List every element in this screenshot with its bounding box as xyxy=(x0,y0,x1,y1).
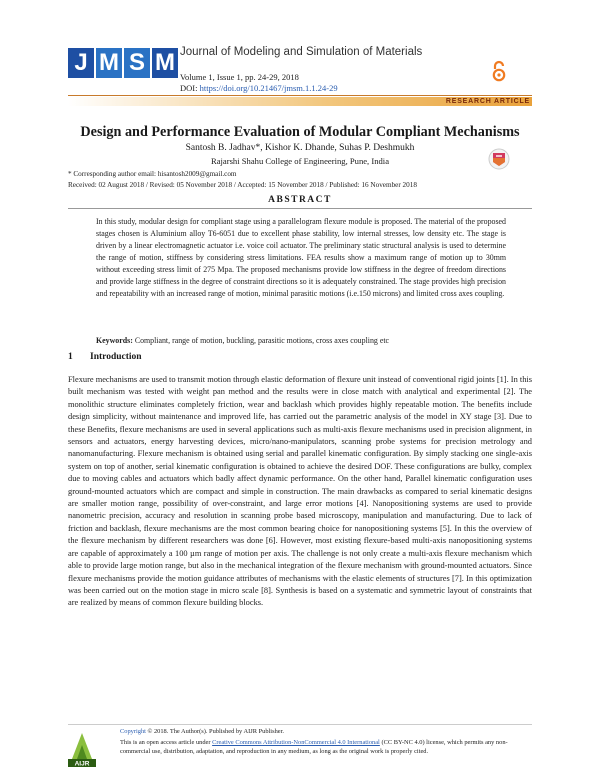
paper-title: Design and Performance Evaluation of Modular Compliant Mechanisms xyxy=(80,124,520,140)
footer-divider xyxy=(68,724,532,725)
journal-title: Journal of Modeling and Simulation of Materials xyxy=(180,46,423,58)
paper-affiliation: Rajarshi Shahu College of Engineering, Pune, India xyxy=(210,156,390,166)
abstract-heading: ABSTRACT xyxy=(268,195,332,205)
keywords-list: Compliant, range of motion, buckling, parasitic motions, cross axes coupling etc xyxy=(134,336,390,345)
section-heading xyxy=(68,352,142,362)
doi-line xyxy=(180,83,338,93)
header-rule xyxy=(68,95,532,96)
volume-info: Volume 1, Issue 1, pp. 24-29, 2018 xyxy=(180,72,299,82)
article-type-label: RESEARCH ARTICLE xyxy=(445,98,530,105)
license-text xyxy=(120,738,532,756)
doi-link[interactable]: https://doi.org/10.21467/jmsm.1.1.24-29 xyxy=(199,83,338,93)
paper-authors: Santosh B. Jadhav*, Kishor K. Dhande, Suhas P. Deshmukh xyxy=(185,143,415,153)
copyright-text: © 2018. The Author(s). Published by AIJR Publisher. xyxy=(145,728,284,735)
logo-letter: S xyxy=(124,48,150,78)
logo-letter: J xyxy=(68,48,94,78)
corresponding-author: * Corresponding author email: hisantosh2009@gmail.com xyxy=(68,170,237,178)
logo-letter: M xyxy=(152,48,178,78)
license-pre: This is an open access article under xyxy=(120,739,213,746)
journal-logo xyxy=(68,48,178,78)
abstract-text: In this study, modular design for compliant stage using a parallelogram flexure module is proposed. The material of the proposed stages chosen is Aluminium alloy T6-6051 due to excellent phase stability, low internal stresses, low density etc. The stage is driven by a linear electromagnetic actuator i.e. voice coil actuator. The preliminary static structural analysis is used to determine the range of motion, stiffness by considering stress limitations. FEA results show a maximum range of motion up to 30mm without exceeding stress limit of 275 Mpa. The proposed mechanisms provide low stiffness in the degree of freedom directions and provide large stiffness in the degree of constraint directions so it is adequately constrained. The stage provides high precision and repeatability with an increased range of motion, minimal parasitic motions (i.e.150 microns) and limited cross axes coupling. xyxy=(96,217,506,298)
crossmark-icon[interactable] xyxy=(488,148,510,170)
section-number: 1 xyxy=(68,352,73,362)
abstract-divider xyxy=(68,208,532,209)
publication-dates: Received: 02 August 2018 / Revised: 05 November 2018 / Accepted: 15 November 2018 / Published: 16 November 2018 xyxy=(68,181,417,189)
doi-label: DOI: xyxy=(180,83,200,93)
keywords-label: Keywords: xyxy=(96,336,133,345)
section-body: Flexure mechanisms are used to transmit motion through elastic deformation of flexure unit instead of conventional rigid joints [1]. In this built mechanism was tested with weight pan method and the results were in close match with analytical and experimental [2]. The monolithic structure eliminates completely friction, wear and backlash which provides highly repeatable motion. The benefits include design simplicity, without maintenance and improved life, has carried out the parametric analysis of the model in XY stage [3]. Due to these Benefits, flexure mechanisms are used in several applications such as multi-axis flexure mechanisms used in precision alignment, in sensors and actuators, energy harvesting devices, micro/nano-manipulators, scanning probe systems for precision metrology and nanomanufacturing. Flexure mechanism is obtained using serial and parallel kinematic configuration. By simply stacking one single-axis system on top of another, serial kinematic configuration is obtained to achieve the desired DOF. These configurations are bulky, complex due to moving cables and actuators which badly affect dynamic performance. On the other hand, Parallel kinematic configuration uses ground-mounted actuators which are compact and simple in construction. The main drawbacks as compared to serial kinematic designs are smaller motion range, possibility of over-constraint, and large error motions [4]. Nanopositioning systems are used to provide nanometric precision, accuracy and resolution in scanning probe based microscopy, manipulation and manufacturing. Due to lack of friction and backlash, flexure mechanisms are the most common bearing choice for nanopositioning systems [5]. In this the overview of the flexure mechanism by different researchers was done [6]. However, most existing flexure-based multi-axis nanopositioning systems are capable of approximately a 100 µm range of motion per axis. The challenge is not only create a multi-axis flexure mechanism which able to provide large motion range, but also in the mechanical integration of the flexure mechanism with ground-mounted actuators. Since flexure mechanisms provide the motion guidance attributes of mechanisms with the elastic elements of structures [7]. In this optimization was been carried out on the motion stage in micro scale [8]. Synthesis is based on a systematic and symmetric layout of constraints that are realized by means of common flexure building blocks. xyxy=(68,375,532,608)
copyright-line xyxy=(120,728,284,735)
copyright-link[interactable]: Copyright xyxy=(120,728,146,735)
publisher-logo xyxy=(68,729,96,767)
open-access-icon xyxy=(492,60,506,82)
license-post: (CC BY-NC 4.0) license, which permits any non-commercial use, distribution, adaptation, and reproduction in any medium, as long as the original work is properly cited. xyxy=(120,739,508,755)
publisher-logo-text: AIJR xyxy=(74,760,90,767)
license-link[interactable]: Creative Commons Attribution-NonCommercial 4.0 International xyxy=(212,739,380,746)
keywords xyxy=(96,336,516,345)
logo-letter: M xyxy=(96,48,122,78)
section-title: Introduction xyxy=(90,352,142,362)
